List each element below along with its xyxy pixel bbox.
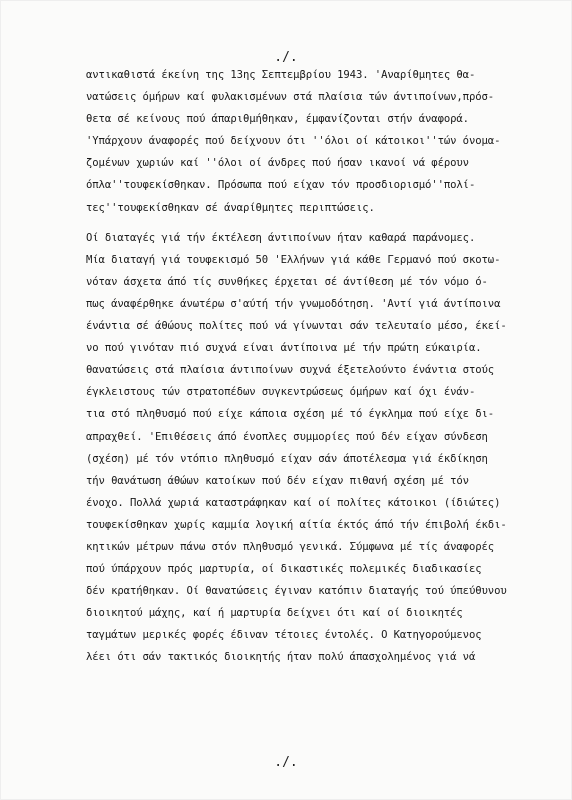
text-line: τήν θανάτωση άθώων κατοίκων πού δέν είχαν πιθανή σχέση μέ τόν <box>86 474 469 487</box>
text-line: τια στό πληθυσμό πού είχε κάποια σχέση μέ τό έγκλημα πού είχε δι- <box>86 408 495 421</box>
text-line: Οί διαταγές γιά τήν έκτέλεση άντιποίνων ήταν καθαρά παράνομες. <box>86 231 476 244</box>
text-line: (σχέση) μέ τόν ντόπιο πληθυσμό είχαν σάν άποτέλεσμα γιά έκδίκηση <box>86 452 488 465</box>
text-line: κητικών μέτρων πάνω στόν πληθυσμό γενικά. Σύμφωνα μέ τίς άναφορές <box>86 540 495 553</box>
text-line: έγκλειστους τών στρατοπέδων συγκεντρώσεως όμήρων καί όχι ένάν- <box>86 386 476 399</box>
text-line: θετα σέ κείνους πού άπαριθμήθηκαν, έμφανίζονται στήν άναφορά. <box>86 113 469 126</box>
text-line: ταγμάτων μερικές φορές έδιναν τέτοιες έντολές. Ο Κατηγορούμενος <box>86 629 482 642</box>
text-line: αντικαθιστά έκείνη της 13ης Σεπτεμβρίου 1943. 'Αναρίθμητες θα- <box>86 69 476 81</box>
document-body <box>86 64 556 669</box>
text-line: ένάντια σέ άθώους πολίτες πού νά γίνωνται σάν τελευταίο μέσο, έκεί- <box>86 320 507 333</box>
text-line: τες''τουφεκίσθηκαν σέ άναρίθμητες περιπτώσεις. <box>86 201 375 214</box>
text-line: τουφεκίσθηκαν χωρίς καμμία λογική αίτία έκτός άπό τήν έπιβολή έκδι- <box>86 518 507 531</box>
text-line: ένοχο. Πολλά χωριά καταστράφηκαν καί οί πολίτες κάτοικοι (ίδιώτες) <box>86 496 501 509</box>
text-line: νο πού γινόταν πιό συχνά είναι άντίποινα μέ τήν πρώτη εύκαιρία. <box>86 342 482 355</box>
paragraph-gap <box>86 219 556 227</box>
text-line: δέν κρατήθηκαν. Οί θανατώσεις έγιναν κατόπιν διαταγής τού ύπεύθυνου <box>86 585 507 598</box>
text-line: λέει ότι σάν τακτικός διοικητής ήταν πολύ άπασχολημένος γιά νά <box>86 651 476 664</box>
text-line: νόταν άσχετα άπό τίς συνθήκες έρχεται σέ άντίθεση μέ τόν νόμο ό- <box>86 275 488 288</box>
text-line: όπλα''τουφεκίσθηκαν. Πρόσωπα πού είχαν τόν προσδιορισμό''πολί- <box>86 179 476 192</box>
text-line: νατώσεις όμήρων καί φυλακισμένων στά πλαίσια τών άντιποίνων,πρόσ- <box>86 91 495 104</box>
text-line: πως άναφέρθηκε άνωτέρω σ'αύτή τήν γνωμοδότηση. 'Αντί γιά άντίποινα <box>86 297 501 310</box>
text-line: θανατώσεις στά πλαίσια άντιποίνων συχνά έξετελούντο ένάντια στούς <box>86 364 495 377</box>
text-line: ζομένων χωριών καί ''όλοι οί άνδρες πού ήσαν ικανοί νά φέρουν <box>86 157 469 170</box>
text-line: 'Υπάρχουν άναφορές πού δείχνουν ότι ''όλοι οί κάτοικοι''τών όνομα- <box>86 135 501 148</box>
text-line: πού ύπάρχουν πρός μαρτυρία, οί δικαστικές πολεμικές διαδικασίες <box>86 563 482 576</box>
page-continuation-marker-bottom: ./. <box>274 755 298 770</box>
text-line: διοικητού μάχης, καί ή μαρτυρία δείχνει ότι καί οί διοικητές <box>86 607 463 620</box>
text-line: απραχθεί. 'Επιθέσεις άπό ένοπλες συμμορίες πού δέν είχαν σύνδεση <box>86 430 488 443</box>
page-continuation-marker-top: ./. <box>274 50 298 65</box>
text-line: Μία διαταγή γιά τουφεκισμό 50 'Ελλήνων γιά κάθε Γερμανό πού σκοτω- <box>86 253 501 266</box>
